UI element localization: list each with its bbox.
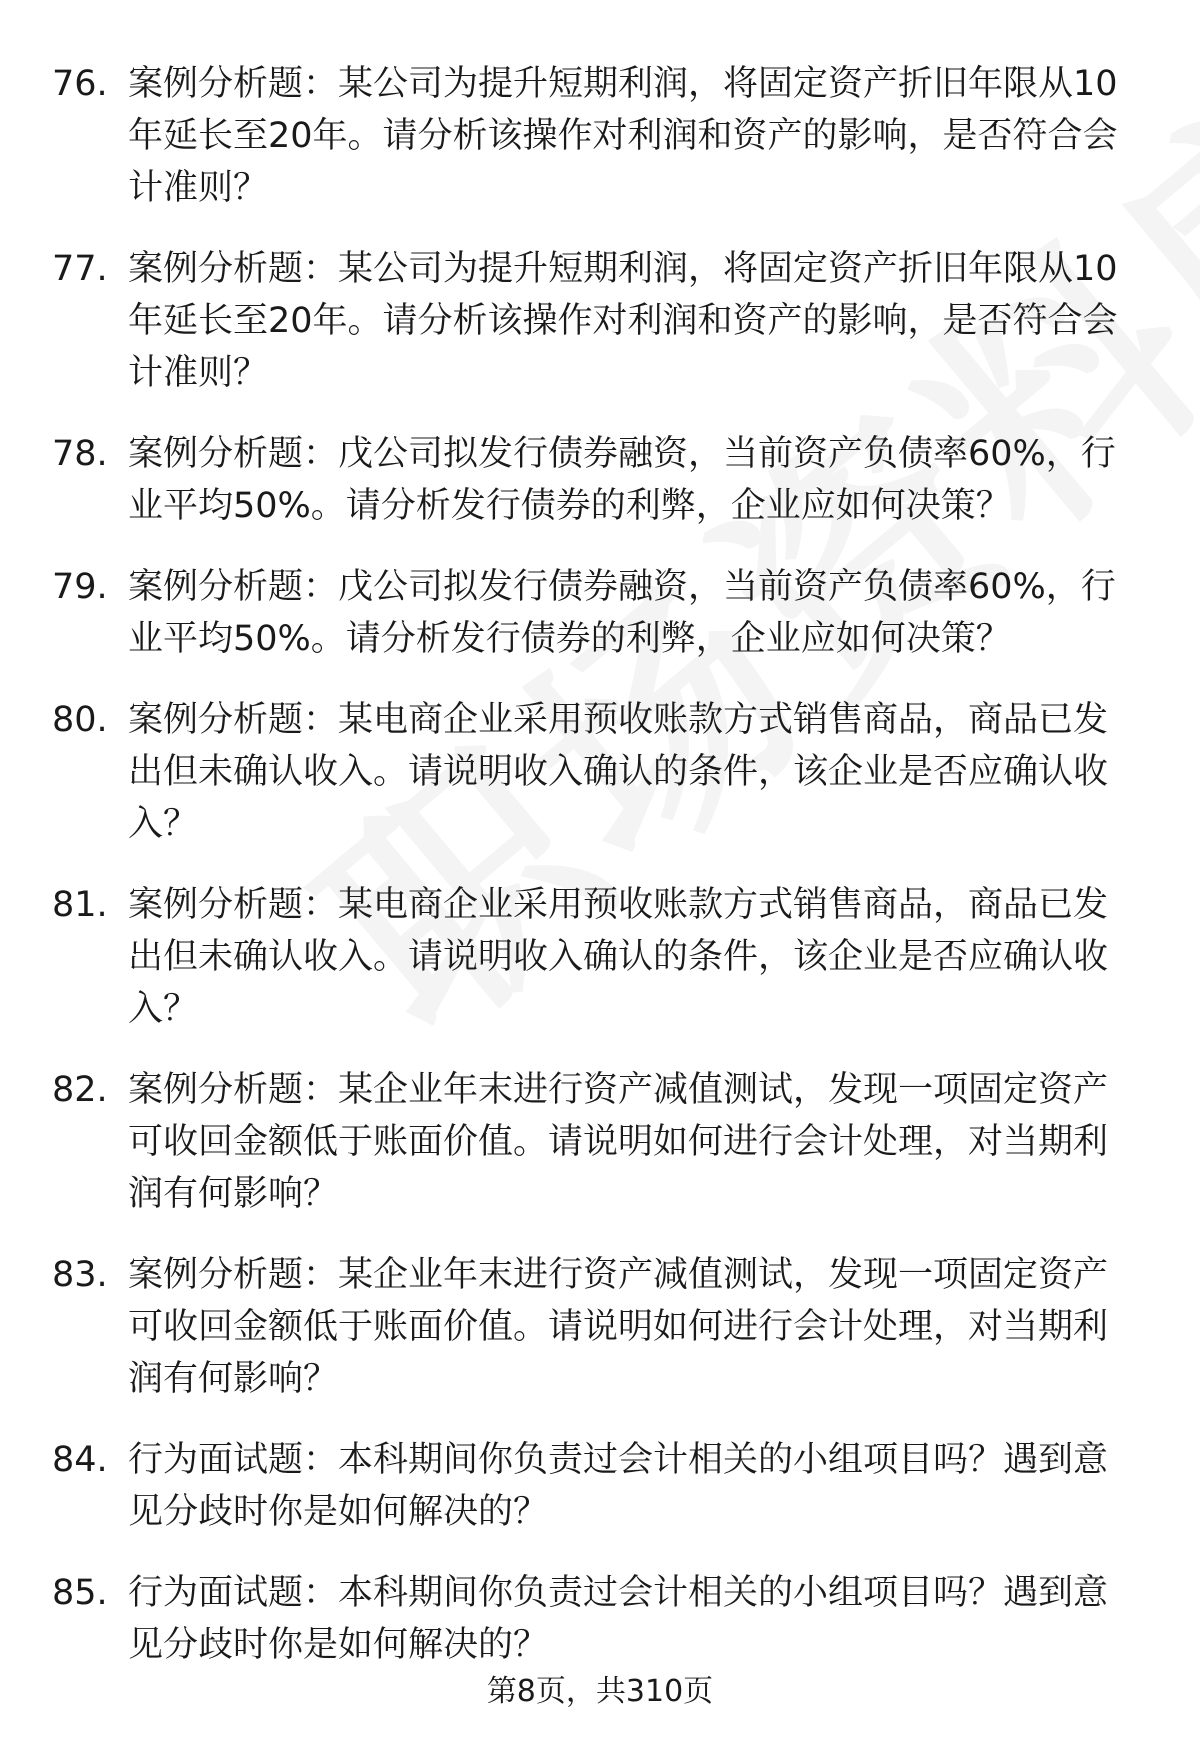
question-text: 案例分析题：某公司为提升短期利润，将固定资产折旧年限从10年延长至20年。请分析该操作对利润和资产的影响，是否符合会计准则？ bbox=[128, 249, 1118, 393]
question-item bbox=[52, 1567, 1142, 1671]
question-text: 案例分析题：某电商企业采用预收账款方式销售商品，商品已发出但未确认收入。请说明收入确认的条件，该企业是否应确认收入？ bbox=[128, 700, 1109, 844]
question-item bbox=[52, 243, 1142, 399]
question-item bbox=[52, 561, 1142, 665]
question-text: 行为面试题：本科期间你负责过会计相关的小组项目吗？遇到意见分歧时你是如何解决的？ bbox=[128, 1440, 1109, 1532]
question-item bbox=[52, 879, 1142, 1035]
question-list bbox=[52, 58, 1142, 1700]
question-text: 案例分析题：戊公司拟发行债券融资，当前资产负债率60%，行业平均50%。请分析发行债券的利弊，企业应如何决策？ bbox=[128, 567, 1116, 659]
question-item bbox=[52, 694, 1142, 850]
question-text: 案例分析题：戊公司拟发行债券融资，当前资产负债率60%，行业平均50%。请分析发行债券的利弊，企业应如何决策？ bbox=[128, 434, 1116, 526]
question-text: 案例分析题：某电商企业采用预收账款方式销售商品，商品已发出但未确认收入。请说明收入确认的条件，该企业是否应确认收入？ bbox=[128, 885, 1109, 1029]
question-item bbox=[52, 1249, 1142, 1405]
question-text: 案例分析题：某企业年末进行资产减值测试，发现一项固定资产可收回金额低于账面价值。请说明如何进行会计处理，对当期利润有何影响？ bbox=[128, 1070, 1109, 1214]
question-item bbox=[52, 1064, 1142, 1220]
question-number: 79. bbox=[52, 567, 108, 607]
question-text: 案例分析题：某公司为提升短期利润，将固定资产折旧年限从10年延长至20年。请分析该操作对利润和资产的影响，是否符合会计准则？ bbox=[128, 64, 1118, 208]
question-number: 76. bbox=[52, 64, 108, 104]
question-text: 行为面试题：本科期间你负责过会计相关的小组项目吗？遇到意见分歧时你是如何解决的？ bbox=[128, 1573, 1109, 1665]
question-item bbox=[52, 428, 1142, 532]
question-number: 77. bbox=[52, 249, 108, 289]
question-number: 81. bbox=[52, 885, 108, 925]
page-footer bbox=[0, 1672, 1200, 1712]
question-number: 82. bbox=[52, 1070, 108, 1110]
question-number: 84. bbox=[52, 1440, 108, 1480]
page-indicator: 第8页，共310页 bbox=[486, 1674, 714, 1709]
question-item bbox=[52, 58, 1142, 214]
question-text: 案例分析题：某企业年末进行资产减值测试，发现一项固定资产可收回金额低于账面价值。请说明如何进行会计处理，对当期利润有何影响？ bbox=[128, 1255, 1109, 1399]
question-number: 85. bbox=[52, 1573, 108, 1613]
question-number: 83. bbox=[52, 1255, 108, 1295]
question-number: 78. bbox=[52, 434, 108, 474]
question-number: 80. bbox=[52, 700, 108, 740]
question-item bbox=[52, 1434, 1142, 1538]
